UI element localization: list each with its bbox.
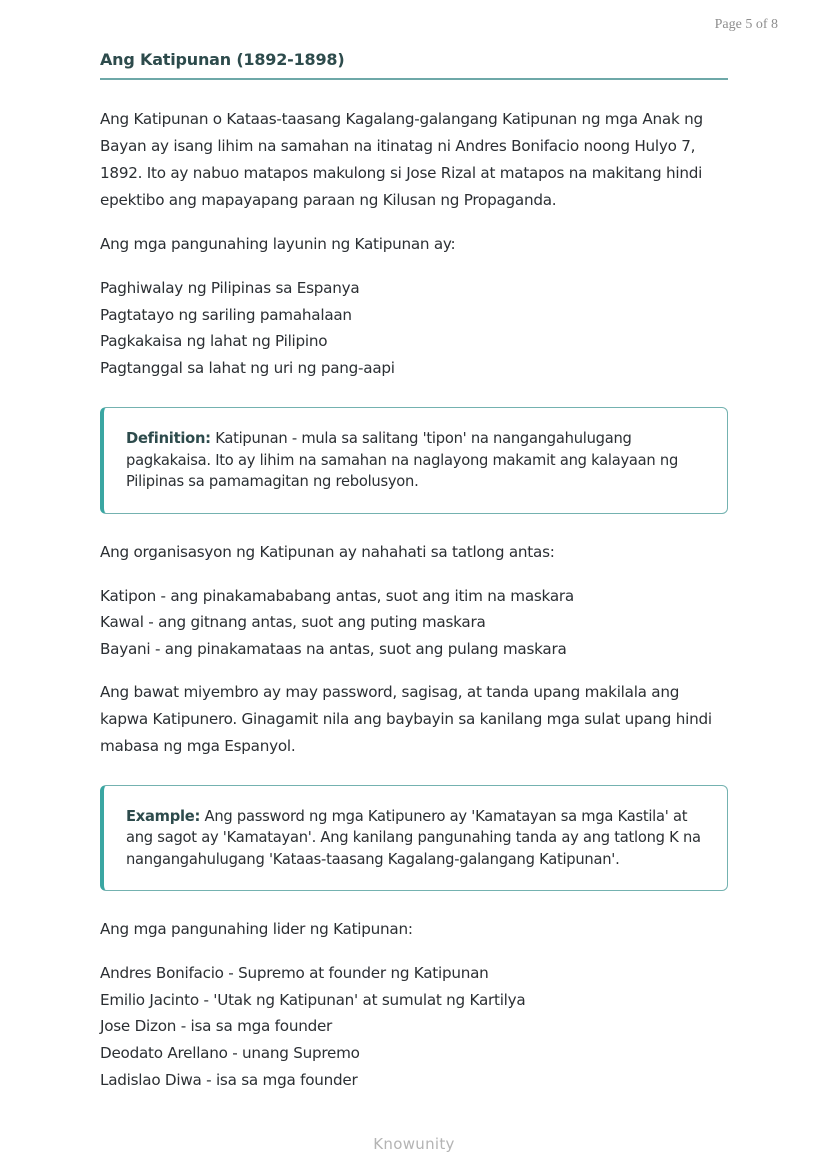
definition-label: Definition:	[126, 430, 211, 448]
leaders-heading: Ang mga pangunahing lider ng Katipunan:	[100, 920, 413, 939]
list-item: Paghiwalay ng Pilipinas sa Espanya	[100, 279, 360, 297]
document-body	[100, 50, 728, 1093]
list-item: Ladislao Diwa - isa sa mga founder	[100, 1070, 358, 1089]
section-title: Ang Katipunan (1892-1898)	[100, 50, 728, 80]
list-item: Bayani - ang pinakamataas na antas, suot ang pulang maskara	[100, 640, 567, 659]
members-paragraph: Ang bawat miyembro ay may password, sagisag, at tanda upang makilala ang kapwa Katipunero. Ginagamit nila ang baybayin sa kanilang mga sulat upang hindi mabasa ng mga Espanyol.	[100, 682, 712, 755]
list-item: Kawal - ang gitnang antas, suot ang puting maskara	[100, 613, 486, 632]
list-item: Deodato Arellano - unang Supremo	[100, 1043, 360, 1062]
list-item: Andres Bonifacio - Supremo at founder ng Katipunan	[100, 964, 489, 983]
footer-brand: Knowunity	[373, 1135, 455, 1153]
list-item: Pagkakaisa ng lahat ng Pilipino	[100, 332, 328, 351]
leaders-list	[100, 960, 728, 1093]
ranks-list	[100, 583, 728, 663]
ranks-heading: Ang organisasyon ng Katipunan ay nahahati sa tatlong antas:	[100, 542, 555, 561]
example-text: Ang password ng mga Katipunero ay 'Kamatayan sa mga Kastila' at ang sagot ay 'Kamatayan'. Ang kanilang pangunahing tanda ay ang tatlong K na nangangahulugang 'Kataas-taasang Kagalang-galangang Katipunan'.	[126, 807, 701, 868]
example-box	[100, 785, 728, 892]
list-item: Pagtatayo ng sariling pamahalaan	[100, 305, 352, 324]
list-item: Katipon - ang pinakamababang antas, suot ang itim na maskara	[100, 586, 574, 605]
definition-box	[100, 407, 728, 514]
page-number: Page 5 of 8	[714, 17, 778, 32]
list-item: Pagtanggal sa lahat ng uri ng pang-aapi	[100, 358, 395, 377]
list-item: Emilio Jacinto - 'Utak ng Katipunan' at sumulat ng Kartilya	[100, 990, 526, 1009]
goals-heading: Ang mga pangunahing layunin ng Katipunan ay:	[100, 235, 456, 253]
intro-paragraph: Ang Katipunan o Kataas-taasang Kagalang-galangang Katipunan ng mga Anak ng Bayan ay isang lihim na samahan na itinatag ni Andres Bonifacio noong Hulyo 7, 1892. Ito ay nabuo matapos makulong si Jose Rizal at matapos na makitang hindi epektibo ang mapayapang paraan ng Kilusan ng Propaganda.	[100, 110, 703, 209]
example-label: Example:	[126, 807, 201, 825]
list-item: Jose Dizon - isa sa mga founder	[100, 1017, 333, 1036]
goals-list	[100, 275, 728, 381]
definition-text: Katipunan - mula sa salitang 'tipon' na nangangahulugang pagkakaisa. Ito ay lihim na samahan na naglayong makamit ang kalayaan ng Pilipinas sa pamamagitan ng rebolusyon.	[126, 430, 679, 491]
